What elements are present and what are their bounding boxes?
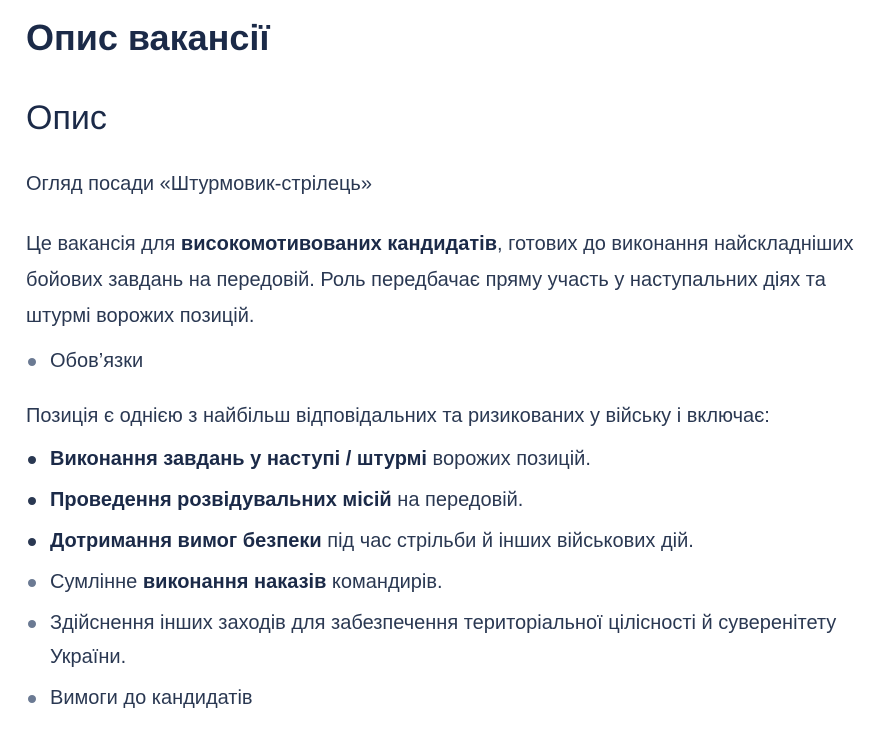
section-item-label: Обов’язки [50,350,144,372]
bullet-icon [28,497,36,505]
bullet-icon [28,695,36,703]
section-list-duties [26,344,890,378]
duties-list [26,442,890,674]
page-title: Опис вакансії [26,17,270,58]
list-item: Виконання завдань у наступі / штурмі ворожих позицій. [26,442,890,476]
section-title: Опис [26,99,107,137]
bullet-icon [28,456,36,464]
list-item: Дотримання вимог безпеки під час стрільби й інших військових дій. [26,524,890,558]
intro-text-end: , готових до виконання найскладніших бойових завдань на передовій. Роль передбачає пряму участь у наступальних діях та штурмі ворожих позицій. [26,233,854,327]
list-item: Сумлінне виконання наказів командирів. [26,565,890,599]
list-item: Проведення розвідувальних місій на передовій. [26,483,890,517]
intro-bold: високомотивованих кандидатів [180,233,498,255]
intro-text-start: Це вакансія для [26,233,181,255]
section-item-requirements [26,681,890,715]
section-list-requirements [26,681,890,715]
duties-intro: Позиція є однією з найбільш відповідальних та ризикованих у війську і включає: [26,405,770,427]
position-overview: Огляд посади «Штурмовик-стрілець» [26,173,372,195]
bullet-icon [28,538,36,546]
bullet-icon [28,579,36,587]
section-item-duties [26,344,890,378]
section-item-label: Вимоги до кандидатів [50,687,253,709]
bullet-icon [28,620,36,628]
bullet-icon [28,358,36,366]
list-item: Здійснення інших заходів для забезпечення територіальної цілісності й суверенітету України. [26,606,890,674]
intro-paragraph [26,226,890,334]
